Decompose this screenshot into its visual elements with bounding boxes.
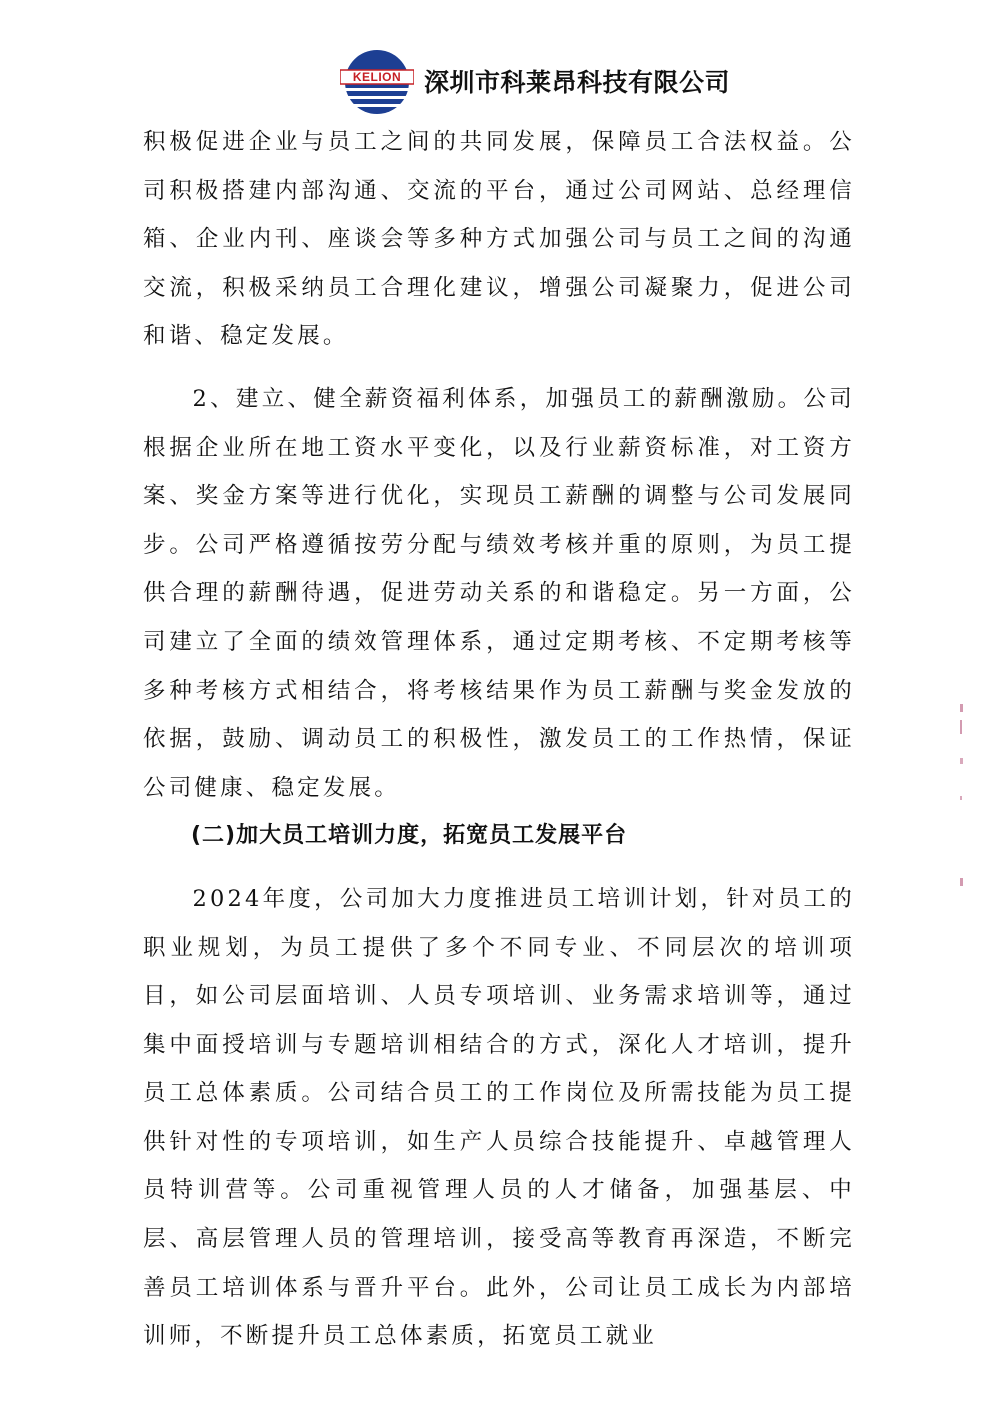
paragraph-training: 2024年度，公司加大力度推进员工培训计划，针对员工的职业规划，为员工提供了多个不同专业、不同层次的培训项目，如公司层面培训、人员专项培训、业务需求培训等，通过集中面授培训与专题培训相结合的方式，深化人才培训，提升员工总体素质。公司结合员工的工作岗位及所需技能为员工提供针对性的专项培训，如生产人员综合技能提升、卓越管理人员特训营等。公司重视管理人员的人才储备，加强基层、中层、高层管理人员的管理培训，接受高等教育再深造，不断完善员工培训体系与晋升平台。此外，公司让员工成长为内部培训师，不断提升员工总体素质，拓宽员工就业: [143, 885, 855, 1350]
page-header: [340, 42, 730, 122]
company-logo: [340, 45, 414, 119]
section-heading: (二)加大员工培训力度，拓宽员工发展平台: [191, 823, 628, 849]
document-body: [143, 118, 855, 1361]
paragraph-employee-communication: 积极促进企业与员工之间的共同发展，保障员工合法权益。公司积极搭建内部沟通、交流的平台，通过公司网站、总经理信箱、企业内刊、座谈会等多种方式加强公司与员工之间的沟通交流，积极采纳员工合理化建议，增强公司凝聚力，促进公司和谐、稳定发展。: [143, 129, 855, 350]
paragraph-salary-system: 2、建立、健全薪资福利体系，加强员工的薪酬激励。公司根据企业所在地工资水平变化，以及行业薪资标准，对工资方案、奖金方案等进行优化，实现员工薪酬的调整与公司发展同步。公司严格遵循按劳分配与绩效考核并重的原则，为员工提供合理的薪酬待遇，促进劳动关系的和谐稳定。另一方面，公司建立了全面的绩效管理体系，通过定期考核、不定期考核等多种考核方式相结合，将考核结果作为员工薪酬与奖金发放的依据，鼓励、调动员工的积极性，激发员工的工作热情，保证公司健康、稳定发展。: [143, 385, 855, 801]
logo-text: KELION: [352, 70, 402, 84]
company-name: 深圳市科莱昂科技有限公司: [424, 68, 731, 97]
margin-stamp-marks: [955, 700, 969, 900]
